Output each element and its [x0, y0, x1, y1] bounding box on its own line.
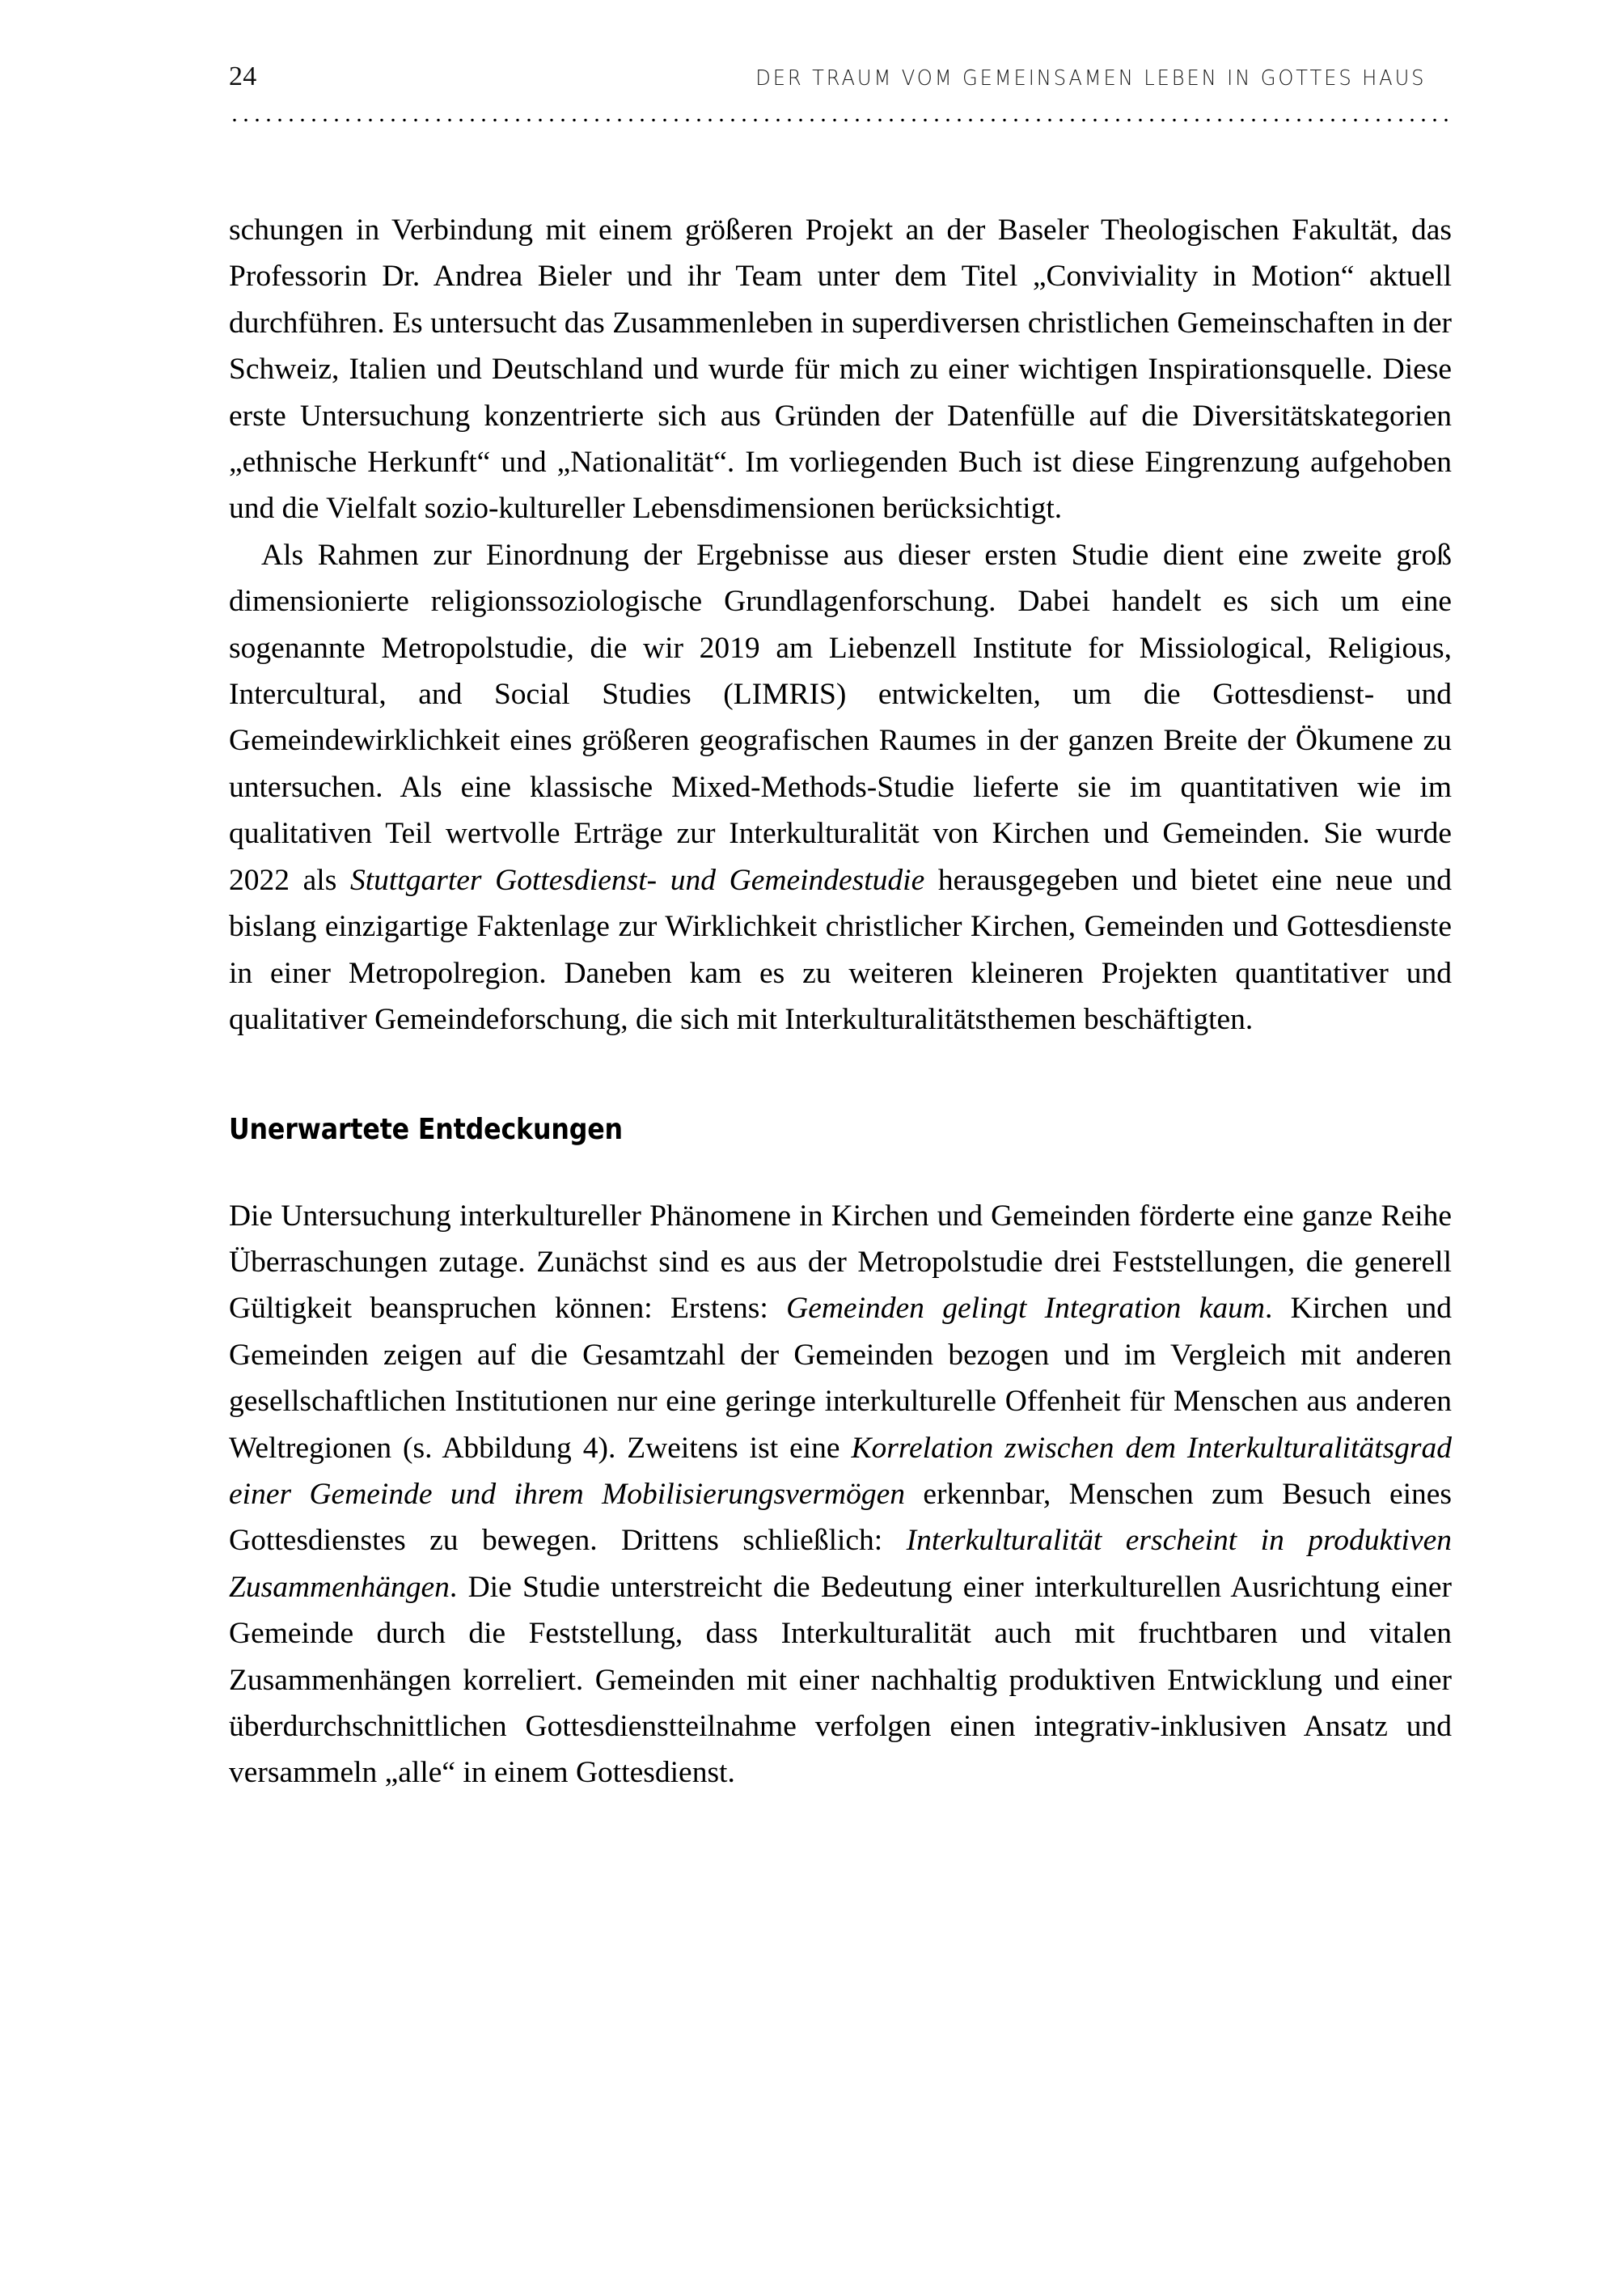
header-dotted-rule [229, 118, 1452, 122]
spacer [229, 1148, 1452, 1193]
running-head [229, 63, 1452, 105]
running-title: DER TRAUM VOM GEMEINSAMEN LEBEN IN GOTTES HAUS [755, 66, 1427, 91]
italic-finding-integration: Gemeinden gelingt Integration kaum [786, 1292, 1265, 1326]
italic-finding-interkulturalitaet: Interkulturalität erscheint in produktiven Zusammenhängen [229, 1524, 1453, 1604]
spacer [229, 1043, 1452, 1112]
paragraph-text-run: erkennbar, Menschen zum Besuch eines Gottesdienstes zu bewegen. Drittens schließlich: [229, 1477, 1452, 1558]
text-block [229, 207, 1452, 1796]
paragraph-unerwartete-entdeckungen [229, 1193, 1452, 1796]
paragraph-text-run: . Kirchen und Gemeinden zeigen auf die Gesamtzahl der Gemeinden bezogen und im Vergleich mit anderen gesellschaftlichen Institutionen nur eine geringe interkulturelle Offenheit für Menschen aus anderen Weltregionen (s. Abbildung 4). Zweitens ist eine [229, 1292, 1452, 1465]
page-number: 24 [229, 61, 257, 91]
italic-title-stuttgarter-studie: Stuttgarter Gottesdienst- und Gemeindestudie [349, 863, 925, 897]
paragraph-text-run: Als Rahmen zur Einordnung der Ergebnisse aus dieser ersten Studie dient eine zweite groß dimensionierte religionssoziologische Grundlagenforschung. Dabei handelt es sich um eine sogenannte Metropolstudie, die wir 2019 am Liebenzell Institute for Missiological, Religious, Intercultural, and Social Studies (LIMRIS) entwickelten, um die Gottesdienst- und Gemeindewirklichkeit eines größeren geografischen Raumes in der ganzen Breite der Ökumene zu untersuchen. Als eine klassische Mixed-Methods-Studie lieferte sie im quantitativen wie im qualitativen Teil wertvolle Erträge zur Interkulturalität von Kirchen und Gemeinden. Sie wurde 2022 als [229, 538, 1452, 897]
paragraph-text-run: Die Untersuchung interkultureller Phänomene in Kirchen und Gemeinden förderte eine ganze Reihe Überraschungen zutage. Zunächst sind es aus der Metropolstudie drei Feststellungen, die generell Gültigkeit beanspruchen können: Erstens: [229, 1199, 1452, 1326]
paragraph-text-run: herausgegeben und bietet eine neue und bislang einzigartige Faktenlage zur Wirklichkeit christlicher Kirchen, Gemeinden und Gottesdienste in einer Metropolregion. Daneben kam es zu weiteren kleineren Projekten quantitativer und qualitativer Gemeindeforschung, die sich mit Interkulturalitätsthemen beschäftigten. [229, 863, 1452, 1036]
section-heading: Unerwartete Entdeckungen [229, 1113, 623, 1147]
paragraph-continuation: schungen in Verbindung mit einem größeren Projekt an der Baseler Theologischen Fakultät, das Professorin Dr. Andrea Bieler und ihr Team unter dem Titel „Conviviality in Motion“ aktuell durchführen. Es untersucht das Zusammenleben in superdiversen christlichen Gemeinschaften in der Schweiz, Italien und Deutschland und wurde für mich zu einer wichtigen Inspirationsquelle. Diese erste Untersuchung konzentrierte sich aus Gründen der Datenfülle auf die Diversitätskategorien „ethnische Herkunft“ und „Nationalität“. Im vorliegenden Buch ist diese Eingrenzung aufgehoben und die Vielfalt sozio-kultureller Lebensdimensionen berücksichtigt. [229, 214, 1452, 526]
italic-finding-korrelation: Korrelation zwischen dem Interkulturalitätsgrad einer Gemeinde und ihrem Mobilisierungsvermögen [229, 1431, 1453, 1511]
paragraph-text-run: . Die Studie unterstreicht die Bedeutung einer interkulturellen Ausrichtung einer Gemeinde durch die Feststellung, dass Interkulturalität auch mit fruchtbaren und vitalen Zusammenhängen korreliert. Gemeinden mit einer nachhaltig produktiven Entwicklung und einer überdurchschnittlichen Gottesdienstteilnahme verfolgen einen integrativ-inklusiven Ansatz und versammeln „alle“ in einem Gottesdienst. [229, 1570, 1452, 1790]
paragraph-metropolstudie [229, 532, 1452, 1043]
